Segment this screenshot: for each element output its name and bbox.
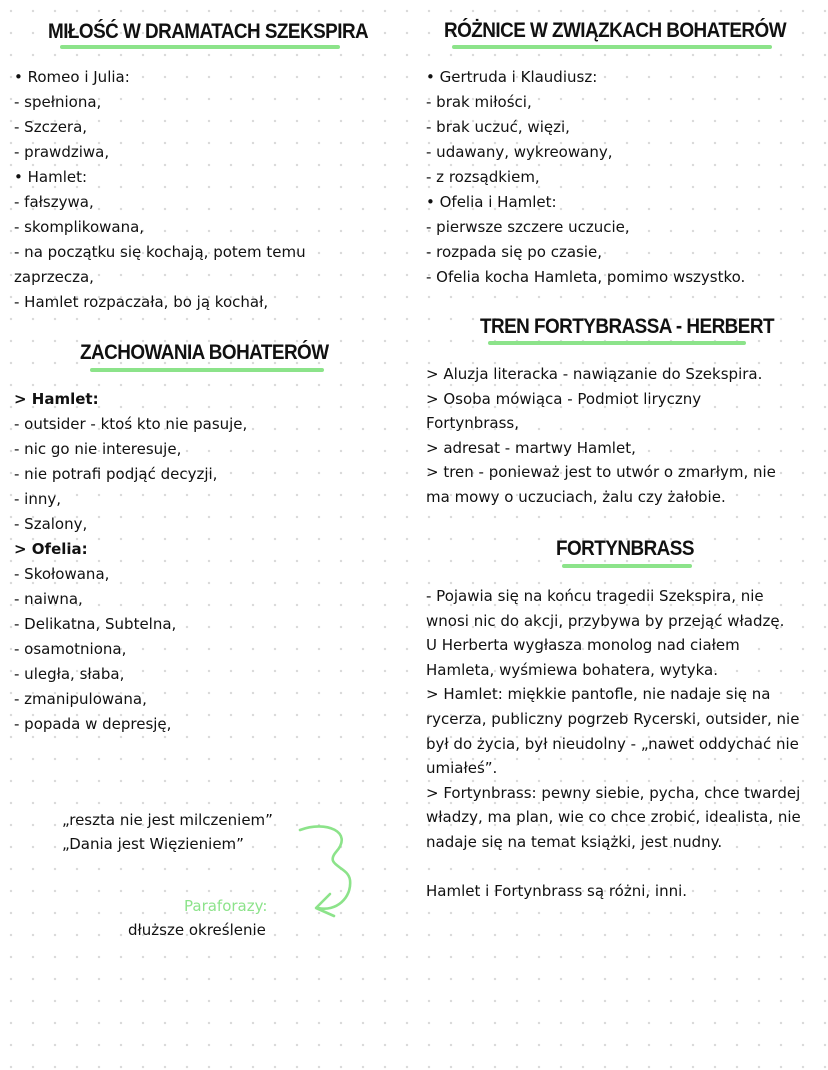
behavior-heading-underline	[90, 368, 324, 372]
love-heading-underline	[60, 45, 340, 49]
list-item: - udawany, wykreowany,	[426, 143, 613, 161]
list-item: - nie potrafi podjąć decyzji,	[14, 465, 218, 483]
list-item: - Delikatna, Subtelna,	[14, 615, 177, 633]
tren-heading-underline	[488, 341, 746, 345]
list-item: - naiwna,	[14, 590, 83, 608]
curved-arrow-icon	[296, 822, 366, 918]
list-item: - uległa, słaba,	[14, 665, 125, 683]
list-item: - Skołowana,	[14, 565, 110, 583]
list-item: • Gertruda i Klaudiusz:	[426, 68, 598, 86]
list-item: • Ofelia i Hamlet:	[426, 193, 557, 211]
list-item: - spełniona,	[14, 93, 102, 111]
differences-list	[426, 65, 745, 290]
paragraph: > Fortynbrass: pewny siebie, pycha, chce twardej władzy, ma plan, wie co chce zrobić, idealista, nie nadaje się na temat książki, jest nudny.	[426, 783, 801, 851]
paragraph: > Osoba mówiąca - Podmiot liryczny Fortynbrass,	[426, 389, 702, 433]
list-item: • Hamlet:	[14, 168, 88, 186]
list-item: - Hamlet rozpaczała, bo ją kochał,	[14, 293, 269, 311]
conclusion: Hamlet i Fortynbrass są różni, inni.	[426, 882, 688, 901]
list-item: - skomplikowana,	[14, 218, 145, 236]
list-item: - na początku się kochają, potem temu	[14, 243, 306, 261]
paragraph: > Aluzja literacka - nawiązanie do Szekspira.	[426, 365, 763, 383]
tren-text	[426, 362, 796, 510]
list-item: > Ofelia:	[14, 540, 88, 558]
fortynbrass-heading-underline	[562, 564, 692, 568]
tren-heading: TREN FORTYBRASSA - HERBERT	[480, 315, 774, 338]
list-item: - Ofelia kocha Hamleta, pomimo wszystko.	[426, 268, 746, 286]
list-item: - inny,	[14, 490, 62, 508]
fortynbrass-text	[426, 584, 806, 904]
list-item: - outsider - ktoś kto nie pasuje,	[14, 415, 248, 433]
list-item: - Szczera,	[14, 118, 88, 136]
paragraph: > adresat - martwy Hamlet,	[426, 438, 636, 457]
behavior-list	[14, 387, 247, 737]
list-item: - pierwsze szczere uczucie,	[426, 218, 630, 236]
paragraph: > tren - ponieważ jest to utwór o zmarłym, nie ma mowy o uczuciach, żalu czy żałobie.	[426, 463, 776, 506]
list-item: - nic go nie interesuje,	[14, 440, 182, 458]
fortynbrass-heading: FORTYNBRASS	[556, 537, 694, 560]
paragraph: > Hamlet: miękkie pantofle, nie nadaje się na rycerza, publiczny pogrzeb Rycerski, outsider, nie był do życia, był nieudolny - „nawet oddychać nie umiałeś”.	[426, 685, 800, 778]
list-item: - Szalony,	[14, 515, 88, 533]
love-list	[14, 65, 306, 315]
quote-silence: „reszta nie jest milczeniem”	[62, 811, 273, 829]
behavior-heading: ZACHOWANIA BOHATERÓW	[80, 341, 329, 364]
paragraph: - Pojawia się na końcu tragedii Szekspira, nie wnosi nic do akcji, przybywa by przejąć władzę.	[426, 587, 785, 630]
differences-heading-underline	[452, 45, 772, 49]
list-item: zaprzecza,	[14, 268, 94, 286]
list-item: - popada w depresję,	[14, 715, 172, 733]
quote-denmark: „Dania jest Więzieniem”	[62, 835, 244, 853]
list-item: • Romeo i Julia:	[14, 68, 130, 86]
paragraph: U Herberta wygłasza monolog nad ciałem Hamleta, wyśmiewa bohatera, wytyka.	[426, 636, 740, 679]
list-item: - z rozsądkiem,	[426, 168, 540, 186]
list-item: - rozpada się po czasie,	[426, 243, 603, 261]
list-item: - prawdziwa,	[14, 143, 110, 161]
list-item: - fałszywa,	[14, 193, 94, 211]
differences-heading: RÓŻNICE W ZWIĄZKACH BOHATERÓW	[444, 19, 786, 42]
list-item: - zmanipulowana,	[14, 690, 147, 708]
paraphrase-meaning: dłuższe określenie	[128, 921, 266, 939]
list-item: - brak uczuć, więzi,	[426, 118, 570, 136]
list-item: > Hamlet:	[14, 390, 99, 408]
paraphrase-label: Paraforazy:	[184, 897, 268, 915]
list-item: - osamotniona,	[14, 640, 127, 658]
list-item: - brak miłości,	[426, 93, 532, 111]
love-heading: MIŁOŚĆ W DRAMATACH SZEKSPIRA	[48, 20, 369, 43]
